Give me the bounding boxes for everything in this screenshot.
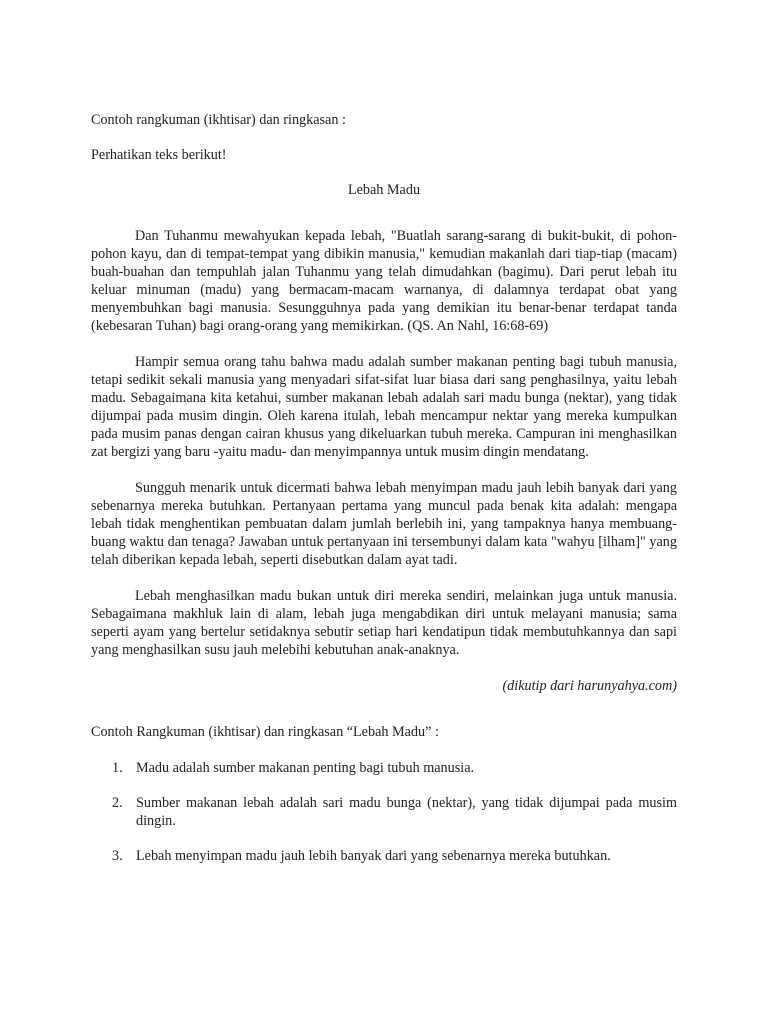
summary-item-number: 3. xyxy=(112,848,123,864)
summary-item-number: 1. xyxy=(112,760,123,776)
summary-heading: Contoh Rangkuman (ikhtisar) dan ringkasan “Lebah Madu” : xyxy=(91,724,439,740)
article-paragraph-4: Lebah menghasilkan madu bukan untuk diri mereka sendiri, melainkan juga untuk manusia. Sebagaimana makhluk lain di alam, lebah juga mengabdikan diri untuk melayani manusia; sama seperti ayam yang bertelur setidaknya sebutir setiap hari kendatipun tidak membutuhkannya dan sapi yang menghasilkan susu jauh melebihi kebutuhan anak-anaknya. xyxy=(91,588,677,658)
article-paragraph-2: Hampir semua orang tahu bahwa madu adalah sumber makanan penting bagi tubuh manusia, tetapi sedikit sekali manusia yang menyadari sifat-sifat luar biasa dari sang penghasilnya, yaitu lebah madu. Sebagaimana kita ketahui, sumber makanan lebah adalah sari madu bunga (nektar), yang tidak dijumpai pada musim dingin. Oleh karena itulah, lebah mencampur nektar yang mereka kumpulkan pada musim panas dengan cairan khusus yang dikeluarkan tubuh mereka. Campuran ini menghasilkan zat bergizi yang baru -yaitu madu- dan menyimpannya untuk musim dingin mendatang. xyxy=(91,354,677,460)
summary-list-item xyxy=(91,794,677,830)
article-paragraph-1: Dan Tuhanmu mewahyukan kepada lebah, "Buatlah sarang-sarang di bukit-bukit, di pohon-pohon kayu, dan di tempat-tempat yang dibikin manusia," kemudian makanlah dari tiap-tiap (macam) buah-buahan dan tempuhlah jalan Tuhanmu yang telah dimudahkan (bagimu). Dari perut lebah itu keluar minuman (madu) yang bermacam-macam warnanya, di dalamnya terdapat obat yang menyembuhkan bagi manusia. Sesungguhnya pada yang demikian itu benar-benar terdapat tanda (kebesaran Tuhan) bagi orang-orang yang memikirkan. (QS. An Nahl, 16:68-69) xyxy=(91,228,677,334)
summary-item-number: 2. xyxy=(112,795,123,811)
article-paragraph-3: Sungguh menarik untuk dicermati bahwa lebah menyimpan madu jauh lebih banyak dari yang sebenarnya mereka butuhkan. Pertanyaan pertama yang muncul pada benak kita adalah: mengapa lebah tidak menghentikan pembuatan dalam jumlah berlebih ini, yang tampaknya hanya membuang-buang waktu dan tenaga? Jawaban untuk pertanyaan ini tersembunyi dalam kata "wahyu [ilham]" yang telah diberikan kepada lebah, seperti disebutkan dalam ayat tadi. xyxy=(91,480,677,568)
intro-line: Contoh rangkuman (ikhtisar) dan ringkasan : xyxy=(91,112,346,128)
summary-item-text: Madu adalah sumber makanan penting bagi tubuh manusia. xyxy=(136,760,475,776)
summary-item-text: Lebah menyimpan madu jauh lebih banyak dari yang sebenarnya mereka butuhkan. xyxy=(136,848,611,864)
document-page xyxy=(91,111,677,882)
article-title: Lebah Madu xyxy=(347,182,421,198)
article-source-citation: (dikutip dari harunyahya.com) xyxy=(502,678,677,694)
summary-list xyxy=(91,759,677,865)
summary-item-text: Sumber makanan lebah adalah sari madu bunga (nektar), yang tidak dijumpai pada musim dingin. xyxy=(136,795,677,829)
instruction-line: Perhatikan teks berikut! xyxy=(91,147,227,163)
summary-list-item xyxy=(91,847,677,865)
summary-list-item xyxy=(91,759,677,777)
